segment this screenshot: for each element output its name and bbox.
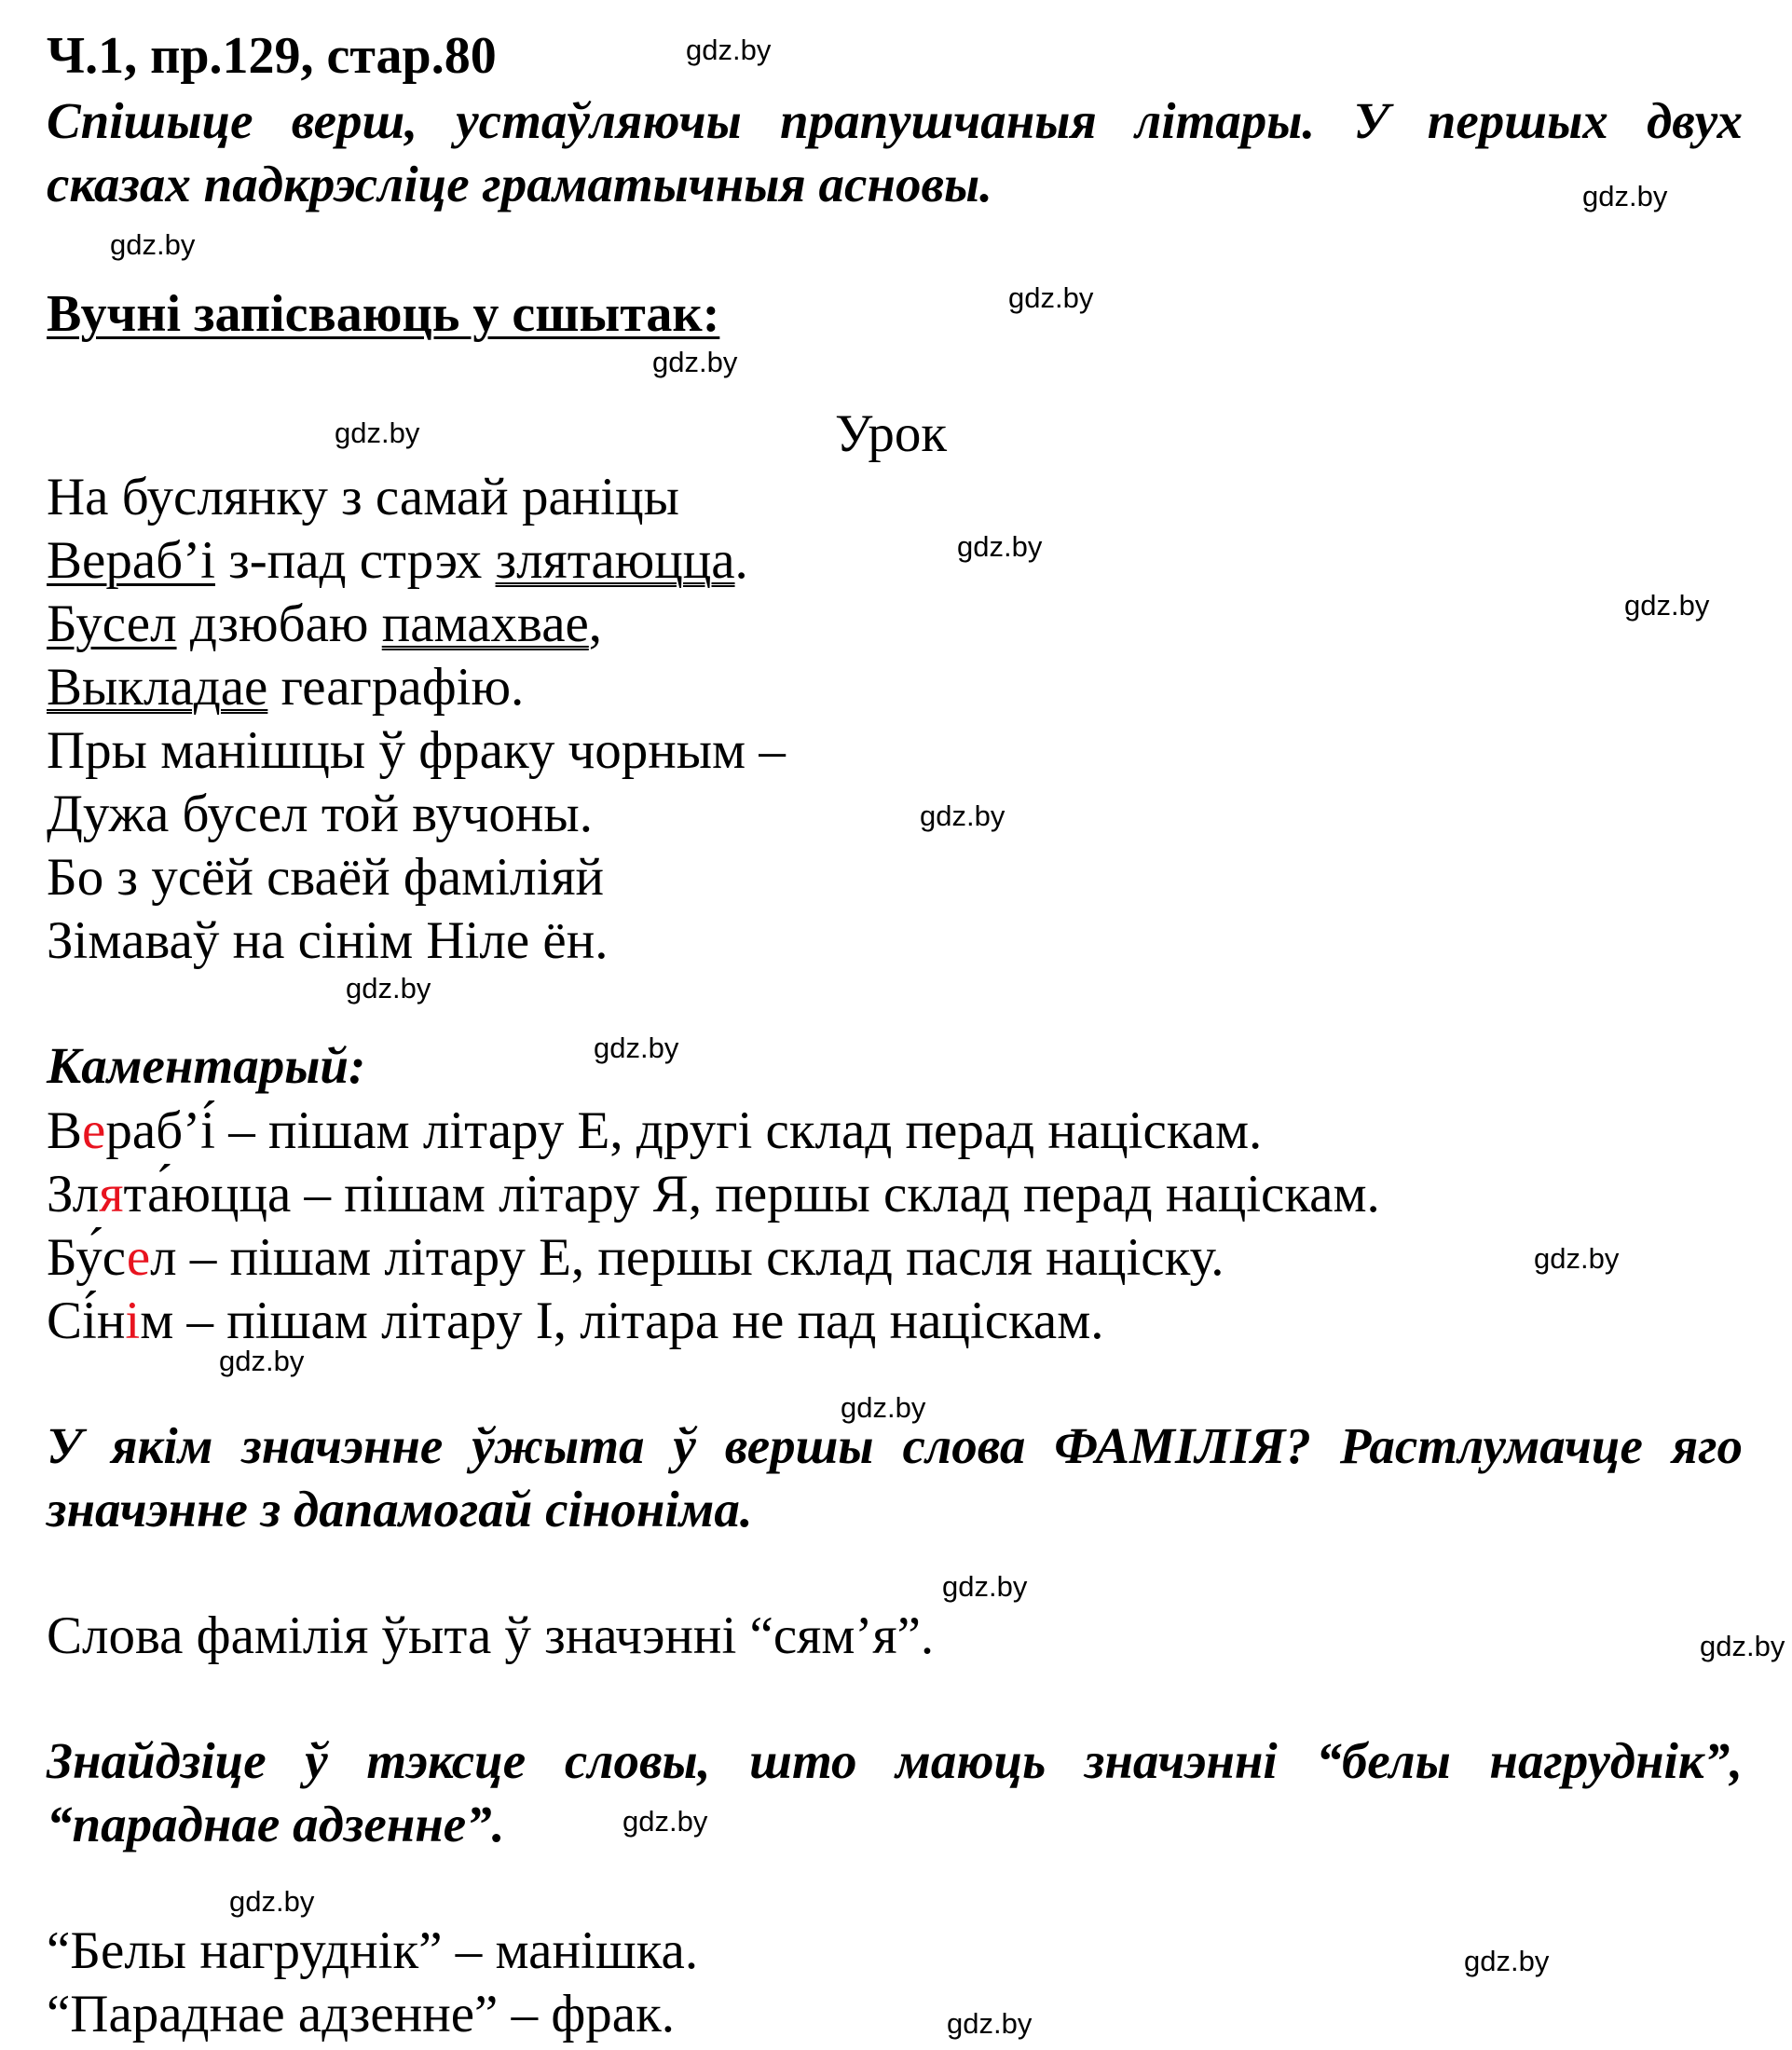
task2-line1: У якім значэнне ўжыта ў вершы слова ФАМІЛІЯ? Растлумачце яго (47, 1417, 1743, 1474)
comment-4: Сі́нім – пішам літару І, літара не пад націскам. (47, 1292, 1104, 1350)
highlighted-letter: я (99, 1165, 124, 1223)
poem-line-5: Пры манішцы ў фраку чорным – (47, 721, 786, 780)
watermark: gdz.by (686, 34, 772, 66)
watermark: gdz.by (1534, 1242, 1620, 1275)
watermark: gdz.by (1008, 281, 1094, 314)
poem-line-4: Выкладае геаграфію. (47, 658, 525, 717)
watermark: gdz.by (335, 417, 420, 449)
page-reference: Ч.1, пр.129, стар.80 (47, 27, 497, 85)
comments-title: Каментарый: (47, 1037, 366, 1094)
comment-2: Злята́юцца – пішам літару Я, першы склад перад націскам. (47, 1165, 1380, 1223)
watermark: gdz.by (947, 2007, 1033, 2040)
watermark: gdz.by (1582, 180, 1668, 212)
watermark: gdz.by (841, 1391, 926, 1424)
answer2: Слова фамілія ўыта ў значэнні “сям’я”. (47, 1606, 935, 1665)
comment-3: Бу́сел – пішам літару Е, першы склад пасля націску. (47, 1228, 1224, 1287)
watermark: gdz.by (219, 1345, 305, 1377)
watermark: gdz.by (229, 1885, 315, 1918)
watermark: gdz.by (594, 1032, 679, 1064)
poem-line-3: Бусел дзюбаю памахвае, (47, 594, 603, 653)
watermark: gdz.by (110, 228, 196, 261)
predicate-underline: Выкладае (47, 658, 268, 717)
poem-line-8: Зімаваў на сінім Ніле ён. (47, 911, 609, 970)
watermark: gdz.by (346, 972, 431, 1004)
watermark: gdz.by (1700, 1630, 1785, 1662)
watermark: gdz.by (920, 800, 1005, 832)
task1-line1: Спішыце верш, устаўляючы прапушчаныя літары. У першых двух (47, 92, 1743, 149)
watermark: gdz.by (957, 530, 1043, 563)
subject-underline: Бусел (47, 594, 177, 653)
predicate-underline: злятаюцца (495, 531, 735, 590)
watermark: gdz.by (942, 1570, 1028, 1603)
students-write-heading: Вучні запісваюць у сшытак: (47, 285, 720, 343)
highlighted-letter: е (82, 1101, 106, 1160)
task1-line2: сказах падкрэсліце граматычныя асновы. (47, 156, 992, 212)
watermark: gdz.by (622, 1805, 708, 1838)
answer3-line1: “Белы нагруднік” – манішка. (47, 1921, 699, 1980)
watermark: gdz.by (1464, 1945, 1550, 1977)
task3-line2: “параднае адзенне”. (47, 1796, 505, 1852)
answer3-line2: “Параднае адзенне” – фрак. (47, 1985, 676, 2043)
watermark: gdz.by (1624, 589, 1710, 622)
poem-line-6: Дужа бусел той вучоны. (47, 785, 593, 843)
poem-line-1: На буслянку з самай раніцы (47, 468, 679, 526)
task3-line1: Знайдзіце ў тэксце словы, што маюць значэнні “белы нагруднік”, (47, 1732, 1743, 1789)
highlighted-letter: і (125, 1292, 141, 1350)
highlighted-letter: е (126, 1228, 151, 1287)
watermark: gdz.by (652, 346, 738, 378)
subject-underline: Вераб’і (47, 531, 215, 590)
comment-1: Вераб’і́ – пішам літару Е, другі склад перад націскам. (47, 1101, 1263, 1160)
poem-line-7: Бо з усёй сваёй фаміліяй (47, 848, 605, 907)
lesson-title: Урок (835, 404, 948, 463)
poem-line-2: Вераб’і з-пад стрэх злятаюцца. (47, 531, 748, 590)
predicate-underline: памахвае (381, 594, 589, 653)
task2-line2: значэнне з дапамогай сіноніма. (47, 1481, 753, 1538)
